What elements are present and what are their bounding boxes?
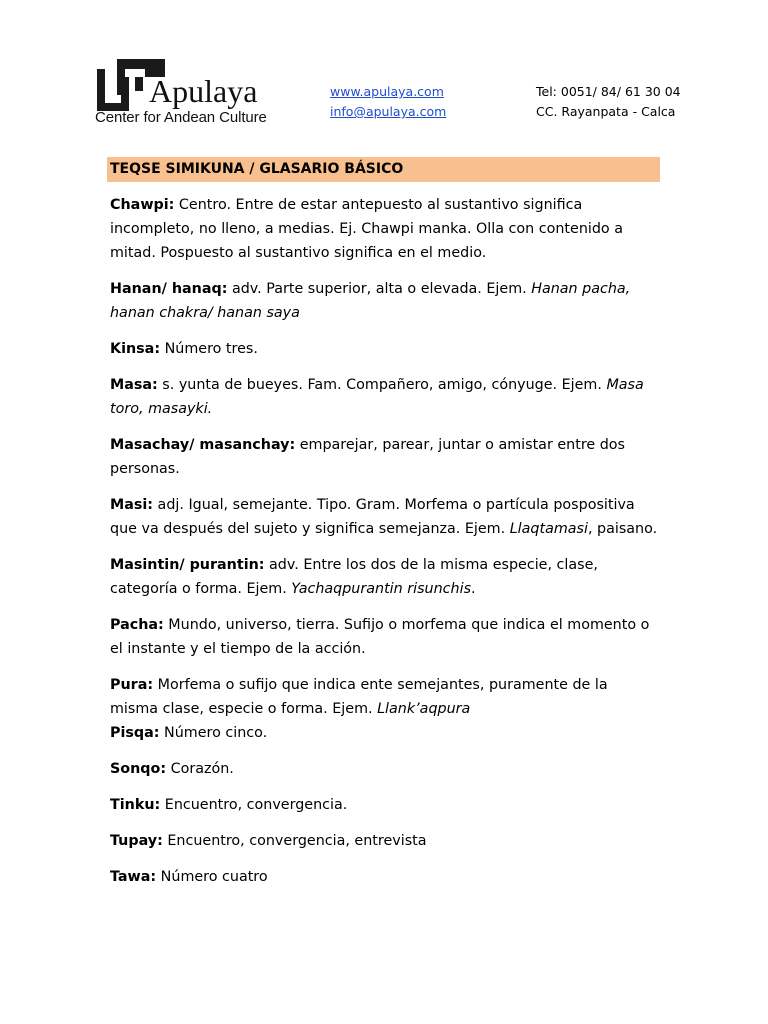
entry-definition: s. yunta de bueyes. Fam. Compañero, amigo, cónyuge. Ejem.	[157, 377, 607, 393]
glossary-entry	[110, 553, 660, 601]
entry-example: Llaqtamasi	[509, 521, 588, 537]
entry-definition: Corazón.	[166, 761, 234, 777]
entry-term: Tawa:	[110, 869, 157, 885]
phone-number: Tel: 0051/ 84/ 61 30 04	[536, 84, 681, 99]
contact-links	[330, 82, 446, 122]
entry-definition: Morfema o sufijo que indica ente semejantes, puramente de la misma clase, especie o forma. Ejem.	[110, 677, 608, 717]
entry-definition: emparejar, parear, juntar o amistar entre dos personas.	[110, 437, 626, 477]
glossary-entry	[110, 757, 660, 781]
website-link[interactable]: www.apulaya.com	[330, 84, 444, 99]
entry-term: Sonqo:	[110, 761, 167, 777]
glossary-entry	[110, 613, 660, 661]
entry-term: Pura:	[110, 677, 154, 693]
entry-definition: adv. Entre los dos de la misma especie, clase, categoría o forma. Ejem.	[110, 557, 598, 597]
entry-term: Tupay:	[110, 833, 163, 849]
entry-definition: Centro. Entre de estar antepuesto al sustantivo significa incompleto, no lleno, a medias. Ej. Chawpi manka. Olla con contenido a mitad. Pospuesto al sustantivo significa en el medio.	[110, 197, 623, 261]
brand-name: Apulaya	[149, 73, 258, 109]
apulaya-logo	[95, 55, 275, 130]
entry-example: Hanan pacha, hanan chakra/ hanan saya	[110, 281, 631, 321]
entry-term: Masachay/ masanchay:	[110, 437, 296, 453]
glossary-entry	[110, 673, 660, 721]
entry-definition-tail: .	[471, 581, 476, 597]
glossary-title-bar	[107, 157, 660, 182]
glossary-entry	[110, 337, 660, 361]
glossary-entry	[110, 721, 660, 745]
glossary-list	[110, 193, 660, 901]
entry-definition: Encuentro, convergencia, entrevista	[162, 833, 427, 849]
glossary-entry	[110, 493, 660, 541]
entry-definition: adj. Igual, semejante. Tipo. Gram. Morfema o partícula pospositiva que va después del sujeto y significa semejanza. Ejem.	[110, 497, 635, 537]
contact-info	[536, 82, 681, 122]
entry-definition: Número tres.	[160, 341, 258, 357]
entry-definition: Número cinco.	[159, 725, 268, 741]
glossary-entry	[110, 433, 660, 481]
entry-example: Yachaqpurantin risunchis	[291, 581, 472, 597]
glossary-entry	[110, 829, 660, 853]
address: CC. Rayanpata - Calca	[536, 104, 676, 119]
glossary-entry	[110, 277, 660, 325]
glossary-entry	[110, 193, 660, 265]
brand-tagline: Center for Andean Culture	[95, 109, 267, 126]
entry-example: Llank’aqpura	[377, 701, 471, 717]
entry-definition-tail: , paisano.	[587, 521, 658, 537]
glossary-title: TEQSE SIMIKUNA / GLASARIO BÁSICO	[110, 161, 404, 177]
entry-definition: Número cuatro	[156, 869, 268, 885]
entry-example: Masa toro, masayki.	[110, 377, 644, 417]
entry-term: Tinku:	[110, 797, 161, 813]
entry-term: Chawpi:	[110, 197, 175, 213]
glossary-entry	[110, 793, 660, 817]
entry-term: Masi:	[110, 497, 154, 513]
page-header	[0, 0, 768, 140]
entry-term: Kinsa:	[110, 341, 161, 357]
glossary-entry	[110, 373, 660, 421]
entry-definition: Encuentro, convergencia.	[160, 797, 348, 813]
entry-definition: Mundo, universo, tierra. Sufijo o morfema que indica el momento o el instante y el tiempo de la acción.	[110, 617, 650, 657]
entry-definition: adv. Parte superior, alta o elevada. Ejem.	[227, 281, 532, 297]
entry-term: Pisqa:	[110, 725, 160, 741]
entry-term: Pacha:	[110, 617, 164, 633]
entry-term: Masintin/ purantin:	[110, 557, 265, 573]
glossary-entry	[110, 865, 660, 889]
entry-term: Masa:	[110, 377, 158, 393]
email-link[interactable]: info@apulaya.com	[330, 104, 447, 119]
entry-term: Hanan/ hanaq:	[110, 281, 228, 297]
